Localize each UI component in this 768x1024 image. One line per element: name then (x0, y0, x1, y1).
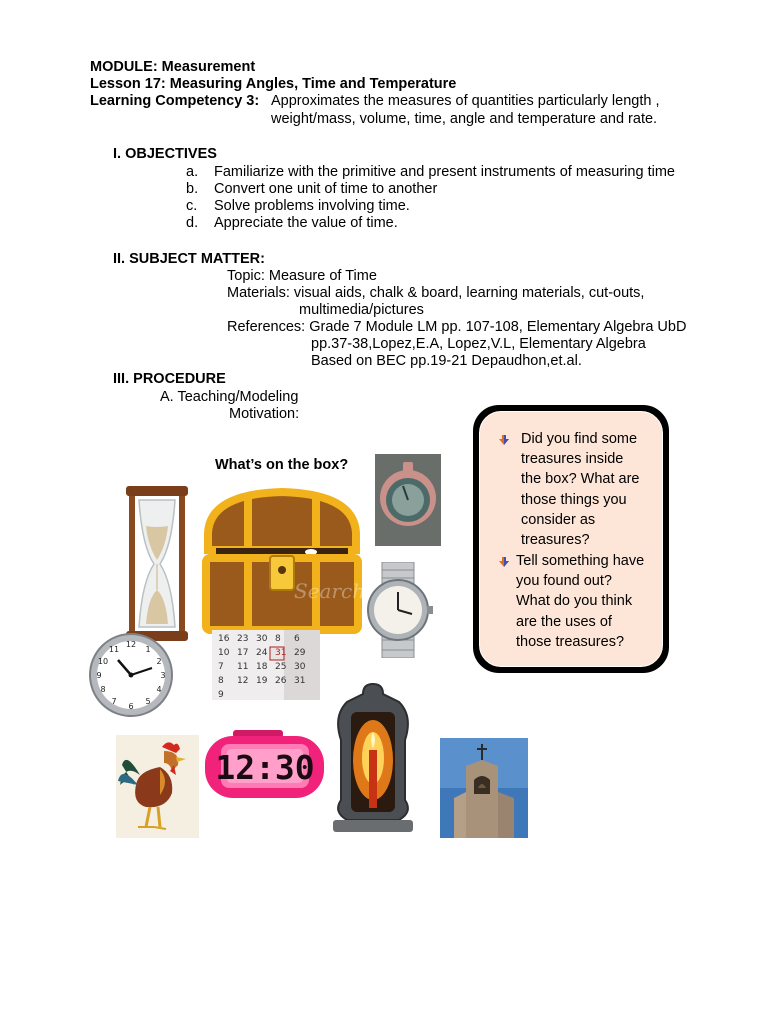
calendar-date: 11 (237, 662, 249, 672)
calendar-date: 12 (237, 676, 249, 686)
bullet-arrow-icon (497, 555, 511, 569)
calendar-date: 16 (218, 634, 230, 644)
bullet-arrow-icon (497, 433, 511, 447)
references-line1: References: Grade 7 Module LM pp. 107-108, Elementary Algebra UbD (227, 319, 687, 335)
objective-text: Solve problems involving time. (214, 198, 410, 214)
module-title: MODULE: Measurement (90, 59, 256, 75)
box-question: What’s on the box? (215, 457, 349, 473)
calendar-date: 31 (275, 648, 287, 658)
lesson-title: Lesson 17: Measuring Angles, Time and Temperature (90, 76, 457, 92)
callout-line: are the uses of (516, 614, 612, 630)
calendar-date: 10 (218, 648, 230, 658)
callout-line: those things you (521, 492, 627, 508)
callout-line: Tell something have (516, 553, 645, 569)
objective-text: Convert one unit of time to another (214, 181, 438, 197)
calendar-date: 31 (294, 676, 306, 686)
wall-clock-icon (88, 632, 174, 718)
calendar-date: 19 (256, 676, 268, 686)
competency-label: Learning Competency 3: (90, 93, 260, 109)
alarm-clock-display: 12:30 (215, 748, 315, 787)
objective-text: Appreciate the value of time. (214, 215, 398, 231)
svg-text:1: 1 (145, 645, 151, 654)
objective-letter: a. (186, 164, 199, 180)
callout-line: consider as (521, 512, 596, 528)
calendar-date: 29 (294, 648, 306, 658)
calendar-date: 30 (294, 662, 306, 672)
calendar-date: 24 (256, 648, 268, 658)
rooster-icon (116, 735, 199, 838)
svg-text:2: 2 (156, 657, 162, 666)
callout-line: you found out? (516, 573, 612, 589)
treasure-chest-icon (198, 488, 366, 636)
callout-line: What do you think (516, 593, 633, 609)
svg-text:4: 4 (156, 685, 162, 694)
calendar-date: 17 (237, 648, 249, 658)
references-line2: pp.37-38,Lopez,E.A, Lopez,V.L, Elementary Algebra (311, 336, 646, 352)
svg-text:11: 11 (108, 645, 120, 654)
callout-line: the box? What are (521, 471, 640, 487)
objective-letter: b. (186, 181, 199, 197)
calendar-date: 25 (275, 662, 287, 672)
competency-text-line2: weight/mass, volume, time, angle and temperature and rate. (271, 111, 658, 127)
bell-tower-icon (440, 738, 528, 838)
topic-text: Topic: Measure of Time (227, 268, 377, 284)
hourglass-icon (122, 486, 192, 641)
svg-text:8: 8 (100, 685, 106, 694)
competency-text-line1: Approximates the measures of quantities particularly length , (271, 93, 660, 109)
calendar-date: 26 (275, 676, 287, 686)
calendar-date: 30 (256, 634, 268, 644)
materials-line1: Materials: visual aids, chalk & board, learning materials, cut-outs, (227, 285, 645, 301)
procedure-heading: III. PROCEDURE (113, 371, 226, 387)
svg-text:3: 3 (160, 671, 166, 680)
svg-text:7: 7 (111, 697, 117, 706)
references-line3: Based on BEC pp.19-21 Depaudhon,et.al. (311, 353, 582, 369)
calendar-date: 9 (218, 690, 224, 700)
motivation-label: Motivation: (229, 406, 300, 422)
callout-line: Did you find some (521, 431, 638, 447)
calendar-date: 6 (294, 634, 300, 644)
alarm-clock-icon (203, 730, 326, 802)
callout-line: treasures? (521, 532, 590, 548)
svg-text:6: 6 (128, 702, 134, 711)
callout-line: those treasures? (516, 634, 625, 650)
objective-letter: d. (186, 215, 199, 231)
objective-letter: c. (186, 198, 198, 214)
callout-line: treasures inside (521, 451, 624, 467)
candle-clock-icon (327, 680, 419, 836)
question-callout (473, 405, 669, 673)
svg-text:5: 5 (145, 697, 151, 706)
svg-text:12: 12 (125, 640, 137, 649)
calendar-date: 18 (256, 662, 268, 672)
wristwatch-icon (360, 562, 437, 658)
objectives-heading: I. OBJECTIVES (113, 146, 217, 162)
materials-line2: multimedia/pictures (299, 302, 424, 318)
calendar-date: 7 (218, 662, 224, 672)
pocket-sundial-icon (375, 454, 441, 546)
calendar-icon (212, 630, 320, 700)
teaching-modeling: A. Teaching/Modeling (160, 389, 299, 405)
chest-watermark: Search (294, 579, 366, 603)
calendar-date: 8 (218, 676, 224, 686)
calendar-date: 23 (237, 634, 249, 644)
svg-text:9: 9 (96, 671, 102, 680)
svg-text:10: 10 (97, 657, 109, 666)
calendar-date: 8 (275, 634, 281, 644)
subject-matter-heading: II. SUBJECT MATTER: (113, 251, 265, 267)
objective-text: Familiarize with the primitive and present instruments of measuring time (214, 164, 675, 180)
